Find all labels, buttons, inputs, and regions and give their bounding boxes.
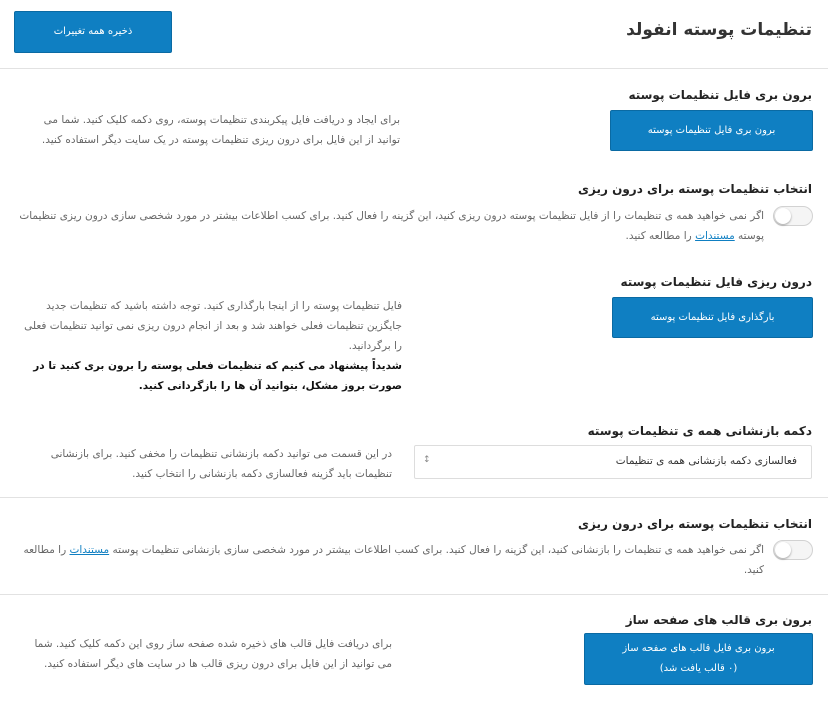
export-settings-button[interactable]: برون بری فایل تنظیمات پوسته xyxy=(610,110,813,151)
select-arrow-icon: ↕ xyxy=(423,455,431,465)
select-import-title: انتخاب تنظیمات پوسته برای درون ریزی xyxy=(578,182,812,196)
select-reset-title: انتخاب تنظیمات پوسته برای درون ریزی xyxy=(578,517,812,531)
select-reset-text-end: را مطالعه کنید. xyxy=(23,544,764,576)
page-title: تنظیمات پوسته انفولد xyxy=(626,20,812,40)
select-import-description xyxy=(19,206,764,246)
import-settings-description xyxy=(22,296,402,396)
select-import-toggle[interactable] xyxy=(773,206,813,226)
import-settings-text: فایل تنظیمات پوسته را از اینجا بارگذاری کنید. توجه داشته باشید که تنظیمات جدید جایگزین تنظیمات فعلی خواهند شد و بعد از انجام درون ریزی نمی توانید تنظیمات فعلی را برگردانید. xyxy=(24,300,402,352)
section-divider xyxy=(0,497,828,498)
import-settings-warning: شدیداً پیشنهاد می کنیم که تنظیمات فعلی پوسته را برون بری کنید تا در صورت بروز مشکل، بتوانید آن ها را بازگردانی کنید. xyxy=(33,360,402,392)
header-divider xyxy=(0,68,828,69)
export-templates-description: برای دریافت فایل قالب های ذخیره شده صفحه ساز روی این دکمه کلیک کنید. شما می توانید از این فایل برای درون ریزی قالب ها در سایت های دیگر استفاده کنید. xyxy=(34,638,392,670)
toggle-knob xyxy=(775,542,791,558)
select-import-text: اگر نمی خواهید همه ی تنظیمات را از فایل تنظیمات پوسته درون ریزی کنید، این گزینه را فعال کنید. برای کسب اطلاعات بیشتر در مورد شخصی سازی درون ریزی تنظیمات پوسته xyxy=(19,210,764,242)
export-templates-button-label: برون بری فایل قالب های صفحه ساز xyxy=(622,643,775,654)
reset-button-title: دکمه بازنشانی همه ی تنظیمات پوسته xyxy=(587,424,812,438)
select-value: فعالسازی دکمه بازنشانی همه ی تنظیمات xyxy=(615,455,797,467)
save-all-button[interactable]: ذخیره همه تغییرات xyxy=(14,11,172,53)
docs-link[interactable]: مستندات xyxy=(695,230,735,242)
export-templates-button[interactable] xyxy=(584,633,813,685)
templates-count-label: (۰ قالب یافت شد) xyxy=(659,663,738,674)
toggle-knob xyxy=(775,208,791,224)
docs-link[interactable]: مستندات xyxy=(69,544,110,556)
export-settings-description: برای ایجاد و دریافت فایل پیکربندی تنظیمات پوسته، روی دکمه کلیک کنید. شما می توانید از این فایل برای درون ریزی تنظیمات پوسته در یک سایت دیگر استفاده کنید. xyxy=(41,114,400,146)
select-reset-toggle[interactable] xyxy=(773,540,813,560)
export-settings-title: برون بری فایل تنظیمات پوسته xyxy=(628,88,812,102)
upload-settings-button[interactable]: بارگذاری فایل تنظیمات پوسته xyxy=(612,297,813,338)
select-reset-description xyxy=(19,540,764,580)
export-templates-title: برون بری قالب های صفحه ساز xyxy=(625,613,812,627)
reset-button-select[interactable] xyxy=(414,445,812,479)
import-settings-title: درون ریزی فایل تنظیمات پوسته xyxy=(620,275,812,289)
select-import-text-end: را مطالعه کنید. xyxy=(625,230,696,242)
select-reset-text: اگر نمی خواهید همه ی تنظیمات را بازنشانی کنید، این گزینه را فعال کنید. برای کسب اطلاعات بیشتر در مورد شخصی سازی بازنشانی تنظیمات پوسته xyxy=(109,544,764,556)
reset-button-description: در این قسمت می توانید دکمه بازنشانی تنظیمات را مخفی کنید. برای بازنشانی تنظیمات باید گزینه فعالسازی دکمه بازنشانی را انتخاب کنید. xyxy=(50,448,392,480)
section-divider xyxy=(0,594,828,595)
